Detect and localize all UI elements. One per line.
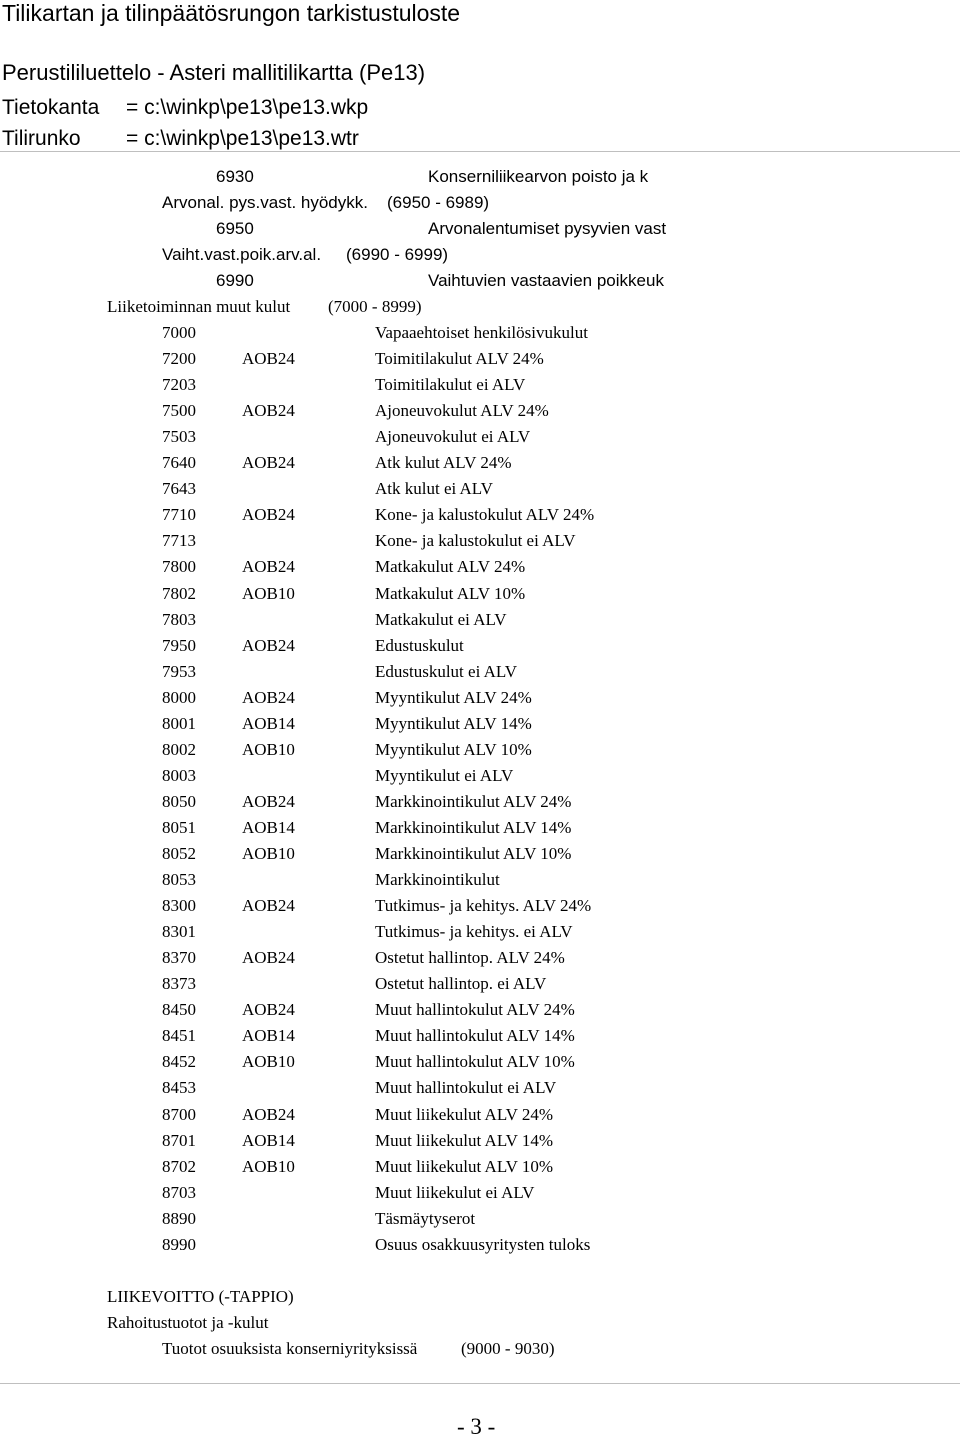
account-row: [0, 662, 960, 688]
vat-code: AOB10: [242, 740, 295, 759]
account-name: Ostetut hallintop. ei ALV: [375, 974, 547, 993]
account-row: [0, 1209, 960, 1235]
account-number: 8701: [162, 1131, 196, 1150]
account-number: 8452: [162, 1052, 196, 1071]
account-name: Muut liikekulut ALV 14%: [375, 1131, 554, 1150]
account-name: Kone- ja kalustokulut ALV 24%: [375, 505, 595, 524]
account-number: 8373: [162, 974, 196, 993]
database-value: = c:\winkp\pe13\pe13.wkp: [126, 96, 369, 119]
account-number: 8450: [162, 1000, 196, 1019]
account-number: 8003: [162, 766, 196, 785]
frame-value: = c:\winkp\pe13\pe13.wtr: [126, 127, 359, 150]
account-name: Myyntikulut ei ALV: [375, 766, 514, 785]
account-name: Atk kulut ALV 24%: [375, 453, 512, 472]
vat-code: AOB24: [242, 505, 295, 524]
account-number: 8002: [162, 740, 196, 759]
group-range: (6990 - 6999): [346, 245, 449, 264]
account-row: 6930: [216, 167, 254, 186]
account-number: 7710: [162, 505, 196, 524]
account-number: 8890: [162, 1209, 196, 1228]
vat-code: AOB24: [242, 896, 295, 915]
account-name: Muut hallintokulut ALV 14%: [375, 1026, 575, 1045]
account-name: Myyntikulut ALV 10%: [375, 740, 532, 759]
account-name: Muut liikekulut ALV 10%: [375, 1157, 554, 1176]
account-row: [0, 922, 960, 948]
vat-code: AOB10: [242, 1052, 295, 1071]
vat-code: AOB14: [242, 714, 295, 733]
account-row: [0, 948, 960, 974]
account-name: Myyntikulut ALV 14%: [375, 714, 532, 733]
account-name: Muut liikekulut ALV 24%: [375, 1105, 554, 1124]
vat-code: AOB24: [242, 453, 295, 472]
account-row: [0, 479, 960, 505]
vat-code: AOB14: [242, 1026, 295, 1045]
vat-code: AOB24: [242, 557, 295, 576]
vat-code: AOB24: [242, 1000, 295, 1019]
account-row: [0, 792, 960, 818]
account-row: [0, 427, 960, 453]
account-name: Matkakulut ALV 24%: [375, 557, 526, 576]
report-subtitle: Perustililuettelo - Asteri mallitilikartta (Pe13): [2, 60, 426, 85]
account-name: Matkakulut ALV 10%: [375, 584, 526, 603]
account-number: 7503: [162, 427, 196, 446]
database-label: Tietokanta: [2, 96, 100, 119]
account-row: [0, 714, 960, 740]
account-row: [0, 1105, 960, 1131]
account-row: [0, 1157, 960, 1183]
account-number: 8050: [162, 792, 196, 811]
account-row: [0, 531, 960, 557]
account-number: 8053: [162, 870, 196, 889]
vat-code: AOB24: [242, 948, 295, 967]
account-name: Osuus osakkuusyritysten tuloks: [375, 1235, 591, 1254]
account-number: 7643: [162, 479, 196, 498]
account-row: [0, 740, 960, 766]
account-row: [0, 1078, 960, 1104]
account-name: Edustuskulut: [375, 636, 464, 655]
account-name: Tutkimus- ja kehitys. ALV 24%: [375, 896, 592, 915]
account-number: 8051: [162, 818, 196, 837]
section-heading: Liiketoiminnan muut kulut: [107, 297, 291, 316]
account-number: 7953: [162, 662, 196, 681]
page-number: - 3 -: [457, 1414, 496, 1439]
account-name: Tutkimus- ja kehitys. ei ALV: [375, 922, 573, 941]
account-row: [0, 610, 960, 636]
account-name: Muut hallintokulut ALV 10%: [375, 1052, 575, 1071]
account-row: [0, 375, 960, 401]
account-name: Atk kulut ei ALV: [375, 479, 493, 498]
account-row: [0, 1131, 960, 1157]
account-name: Matkakulut ei ALV: [375, 610, 507, 629]
account-number: 7000: [162, 323, 196, 342]
account-number: 8052: [162, 844, 196, 863]
account-name: Muut hallintokulut ALV 24%: [375, 1000, 575, 1019]
account-row: [0, 818, 960, 844]
account-row: [0, 1052, 960, 1078]
account-name: Ajoneuvokulut ALV 24%: [375, 401, 549, 420]
account-name: Markkinointikulut: [375, 870, 500, 889]
report-title: Tilikartan ja tilinpäätösrungon tarkistustuloste: [2, 0, 461, 26]
account-number: 7800: [162, 557, 196, 576]
account-row: [0, 349, 960, 375]
account-row: [0, 505, 960, 531]
account-number: 7802: [162, 584, 196, 603]
account-number: 8301: [162, 922, 196, 941]
account-name: Muut hallintokulut ei ALV: [375, 1078, 557, 1097]
account-row: 6990: [216, 271, 254, 290]
vat-code: AOB10: [242, 584, 295, 603]
group-range: (6950 - 6989): [387, 193, 490, 212]
account-number: 7200: [162, 349, 196, 368]
account-row: [0, 584, 960, 610]
vat-code: AOB24: [242, 401, 295, 420]
vat-code: AOB10: [242, 844, 295, 863]
section-range: (7000 - 8999): [328, 297, 422, 316]
group-range: (9000 - 9030): [461, 1339, 555, 1358]
account-row: [0, 557, 960, 583]
account-number: 8000: [162, 688, 196, 707]
vat-code: AOB14: [242, 818, 295, 837]
account-row: [0, 1183, 960, 1209]
account-name: Ajoneuvokulut ei ALV: [375, 427, 531, 446]
account-name: Toimitilakulut ALV 24%: [375, 349, 544, 368]
account-row: [0, 323, 960, 349]
account-row: 6950: [216, 219, 254, 238]
account-row: [0, 453, 960, 479]
account-number: 8703: [162, 1183, 196, 1202]
account-name: Markkinointikulut ALV 14%: [375, 818, 572, 837]
account-row: [0, 636, 960, 662]
account-number: 8300: [162, 896, 196, 915]
account-row: [0, 1000, 960, 1026]
account-number: 8700: [162, 1105, 196, 1124]
account-row: [0, 401, 960, 427]
profit-heading: LIIKEVOITTO (-TAPPIO): [107, 1287, 294, 1306]
account-name: Muut liikekulut ei ALV: [375, 1183, 535, 1202]
vat-code: AOB14: [242, 1131, 295, 1150]
account-name: Vaihtuvien vastaavien poikkeuk: [428, 271, 664, 290]
account-name: Markkinointikulut ALV 24%: [375, 792, 572, 811]
account-number: 8702: [162, 1157, 196, 1176]
vat-code: AOB10: [242, 1157, 295, 1176]
footer-divider: [0, 1383, 960, 1384]
account-name: Ostetut hallintop. ALV 24%: [375, 948, 565, 967]
account-number: 8990: [162, 1235, 196, 1254]
frame-label: Tilirunko: [2, 127, 81, 150]
account-row: [0, 1235, 960, 1261]
finance-heading: Rahoitustuotot ja -kulut: [107, 1313, 269, 1332]
account-number: 7950: [162, 636, 196, 655]
account-name: Vapaaehtoiset henkilösivukulut: [375, 323, 588, 342]
group-name: Vaiht.vast.poik.arv.al.: [162, 245, 322, 264]
account-row: [0, 844, 960, 870]
account-number: 8453: [162, 1078, 196, 1097]
account-row: [0, 896, 960, 922]
account-number: 7803: [162, 610, 196, 629]
vat-code: AOB24: [242, 349, 295, 368]
account-name: Konserniliikearvon poisto ja k: [428, 167, 649, 186]
vat-code: AOB24: [242, 1105, 295, 1124]
group-name: Arvonal. pys.vast. hyödykk.: [162, 193, 368, 212]
account-name: Täsmäytyserot: [375, 1209, 476, 1228]
account-number: 8001: [162, 714, 196, 733]
account-name: Kone- ja kalustokulut ei ALV: [375, 531, 576, 550]
account-number: 7500: [162, 401, 196, 420]
account-name: Toimitilakulut ei ALV: [375, 375, 526, 394]
account-number: 8370: [162, 948, 196, 967]
account-name: Markkinointikulut ALV 10%: [375, 844, 572, 863]
vat-code: AOB24: [242, 792, 295, 811]
vat-code: AOB24: [242, 636, 295, 655]
account-name: Arvonalentumiset pysyvien vast: [428, 219, 667, 238]
account-name: Myyntikulut ALV 24%: [375, 688, 532, 707]
account-number: 7640: [162, 453, 196, 472]
account-row: [0, 1026, 960, 1052]
account-number: 7713: [162, 531, 196, 550]
group-name: Tuotot osuuksista konserniyrityksissä: [162, 1339, 418, 1358]
account-number: 7203: [162, 375, 196, 394]
vat-code: AOB24: [242, 688, 295, 707]
account-row: [0, 974, 960, 1000]
account-row: [0, 766, 960, 792]
account-number: 8451: [162, 1026, 196, 1045]
account-row: [0, 870, 960, 896]
account-row: [0, 688, 960, 714]
account-name: Edustuskulut ei ALV: [375, 662, 517, 681]
header-divider: [0, 151, 960, 152]
